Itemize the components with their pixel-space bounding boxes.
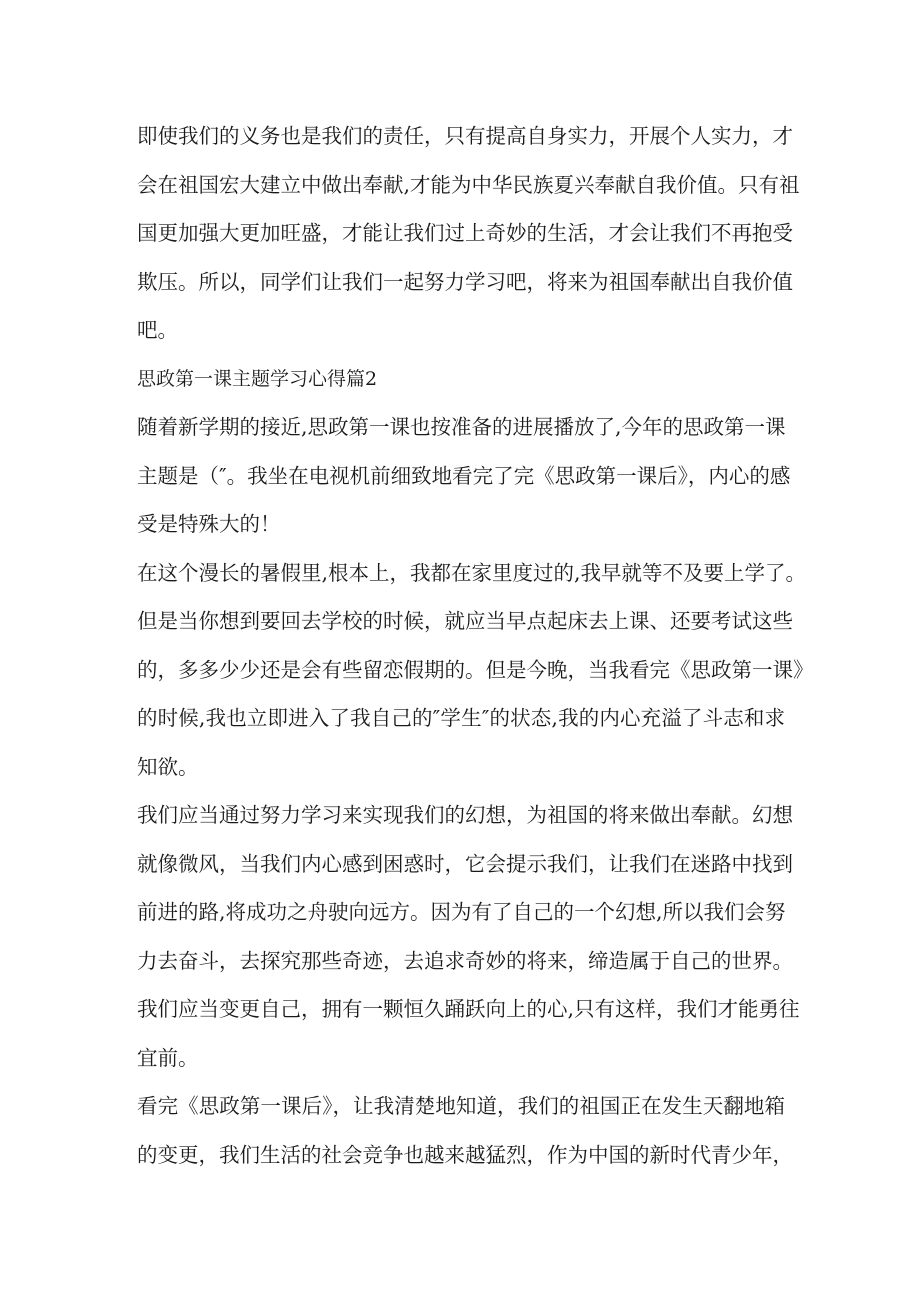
text-line: 宜前。 [137, 1045, 199, 1070]
text-line: 我们应当变更自己，拥有一颗恒久踊跃向上的心,只有这样，我们才能勇往 [137, 997, 800, 1021]
section-heading [137, 355, 785, 404]
paragraph [137, 403, 791, 549]
text-line: 就像微风，当我们内心感到困惑时，它会提示我们，让我们在迷路中找到 [137, 851, 793, 876]
text-line: 的，多多少少还是会有些留恋假期的。但是今晚，当我看完《思政第一课》 [137, 657, 814, 682]
text-line: 会在祖国宏大建立中做出奉献,才能为中华民族夏兴奉献自我价值。只有祖 [137, 172, 800, 197]
text-line: 欺压。所以，同学们让我们一起努力学习吧，将来为祖国奉献出自我价值 [137, 269, 793, 294]
paragraph [137, 791, 800, 1082]
document-body [137, 112, 814, 1179]
text-line: 但是当你想到要回去学校的时候，就应当早点起床去上课、还要考试这些 [137, 609, 793, 633]
text-line: 看完《思政第一课后》，让我清楚地知道，我们的祖国正在发生天翻地箱 [137, 1094, 785, 1118]
text-line: 受是特殊大的！ [137, 512, 281, 536]
text-line: 国更加强大更加旺盛，才能让我们过上奇妙的生活，才会让我们不再抱受 [137, 221, 793, 245]
text-line: 在这个漫长的暑假里,根本上，我都在家里度过的,我早就等不及要上学了。 [137, 560, 807, 585]
text-line: 的变更，我们生活的社会竞争也越来越猛烈，作为中国的新时代青少年， [137, 1142, 793, 1167]
text-line: 主题是（″。我坐在电视机前细致地看完了完《思政第一课后》，内心的感 [137, 463, 791, 488]
paragraph [137, 549, 814, 792]
heading-text: 思政第一课主题学习心得篇2 [137, 367, 378, 390]
paragraph [137, 112, 800, 355]
text-line: 知欲。 [137, 754, 199, 779]
text-line: 前进的路,将成功之舟驶向远方。因为有了自己的一个幻想,所以我们会努 [137, 900, 786, 924]
text-line: 力去奋斗，去探究那些奇迹，去追求奇妙的将来，缔造属于自己的世界。 [137, 948, 793, 973]
paragraph [137, 1082, 793, 1179]
text-line: 我们应当通过努力学习来实现我们的幻想，为祖国的将来做出奉献。幻想 [137, 803, 793, 827]
text-line: 吧。 [137, 318, 178, 342]
text-line: 随着新学期的接近,思政第一课也按准备的进展播放了,今年的思政第一课 [137, 415, 786, 439]
text-line: 的时候,我也立即进入了我自己的″学生″的状态,我的内心充溢了斗志和求 [137, 706, 785, 730]
text-line: 即使我们的义务也是我们的责任，只有提高自身实力，开展个人实力，才 [137, 124, 793, 148]
